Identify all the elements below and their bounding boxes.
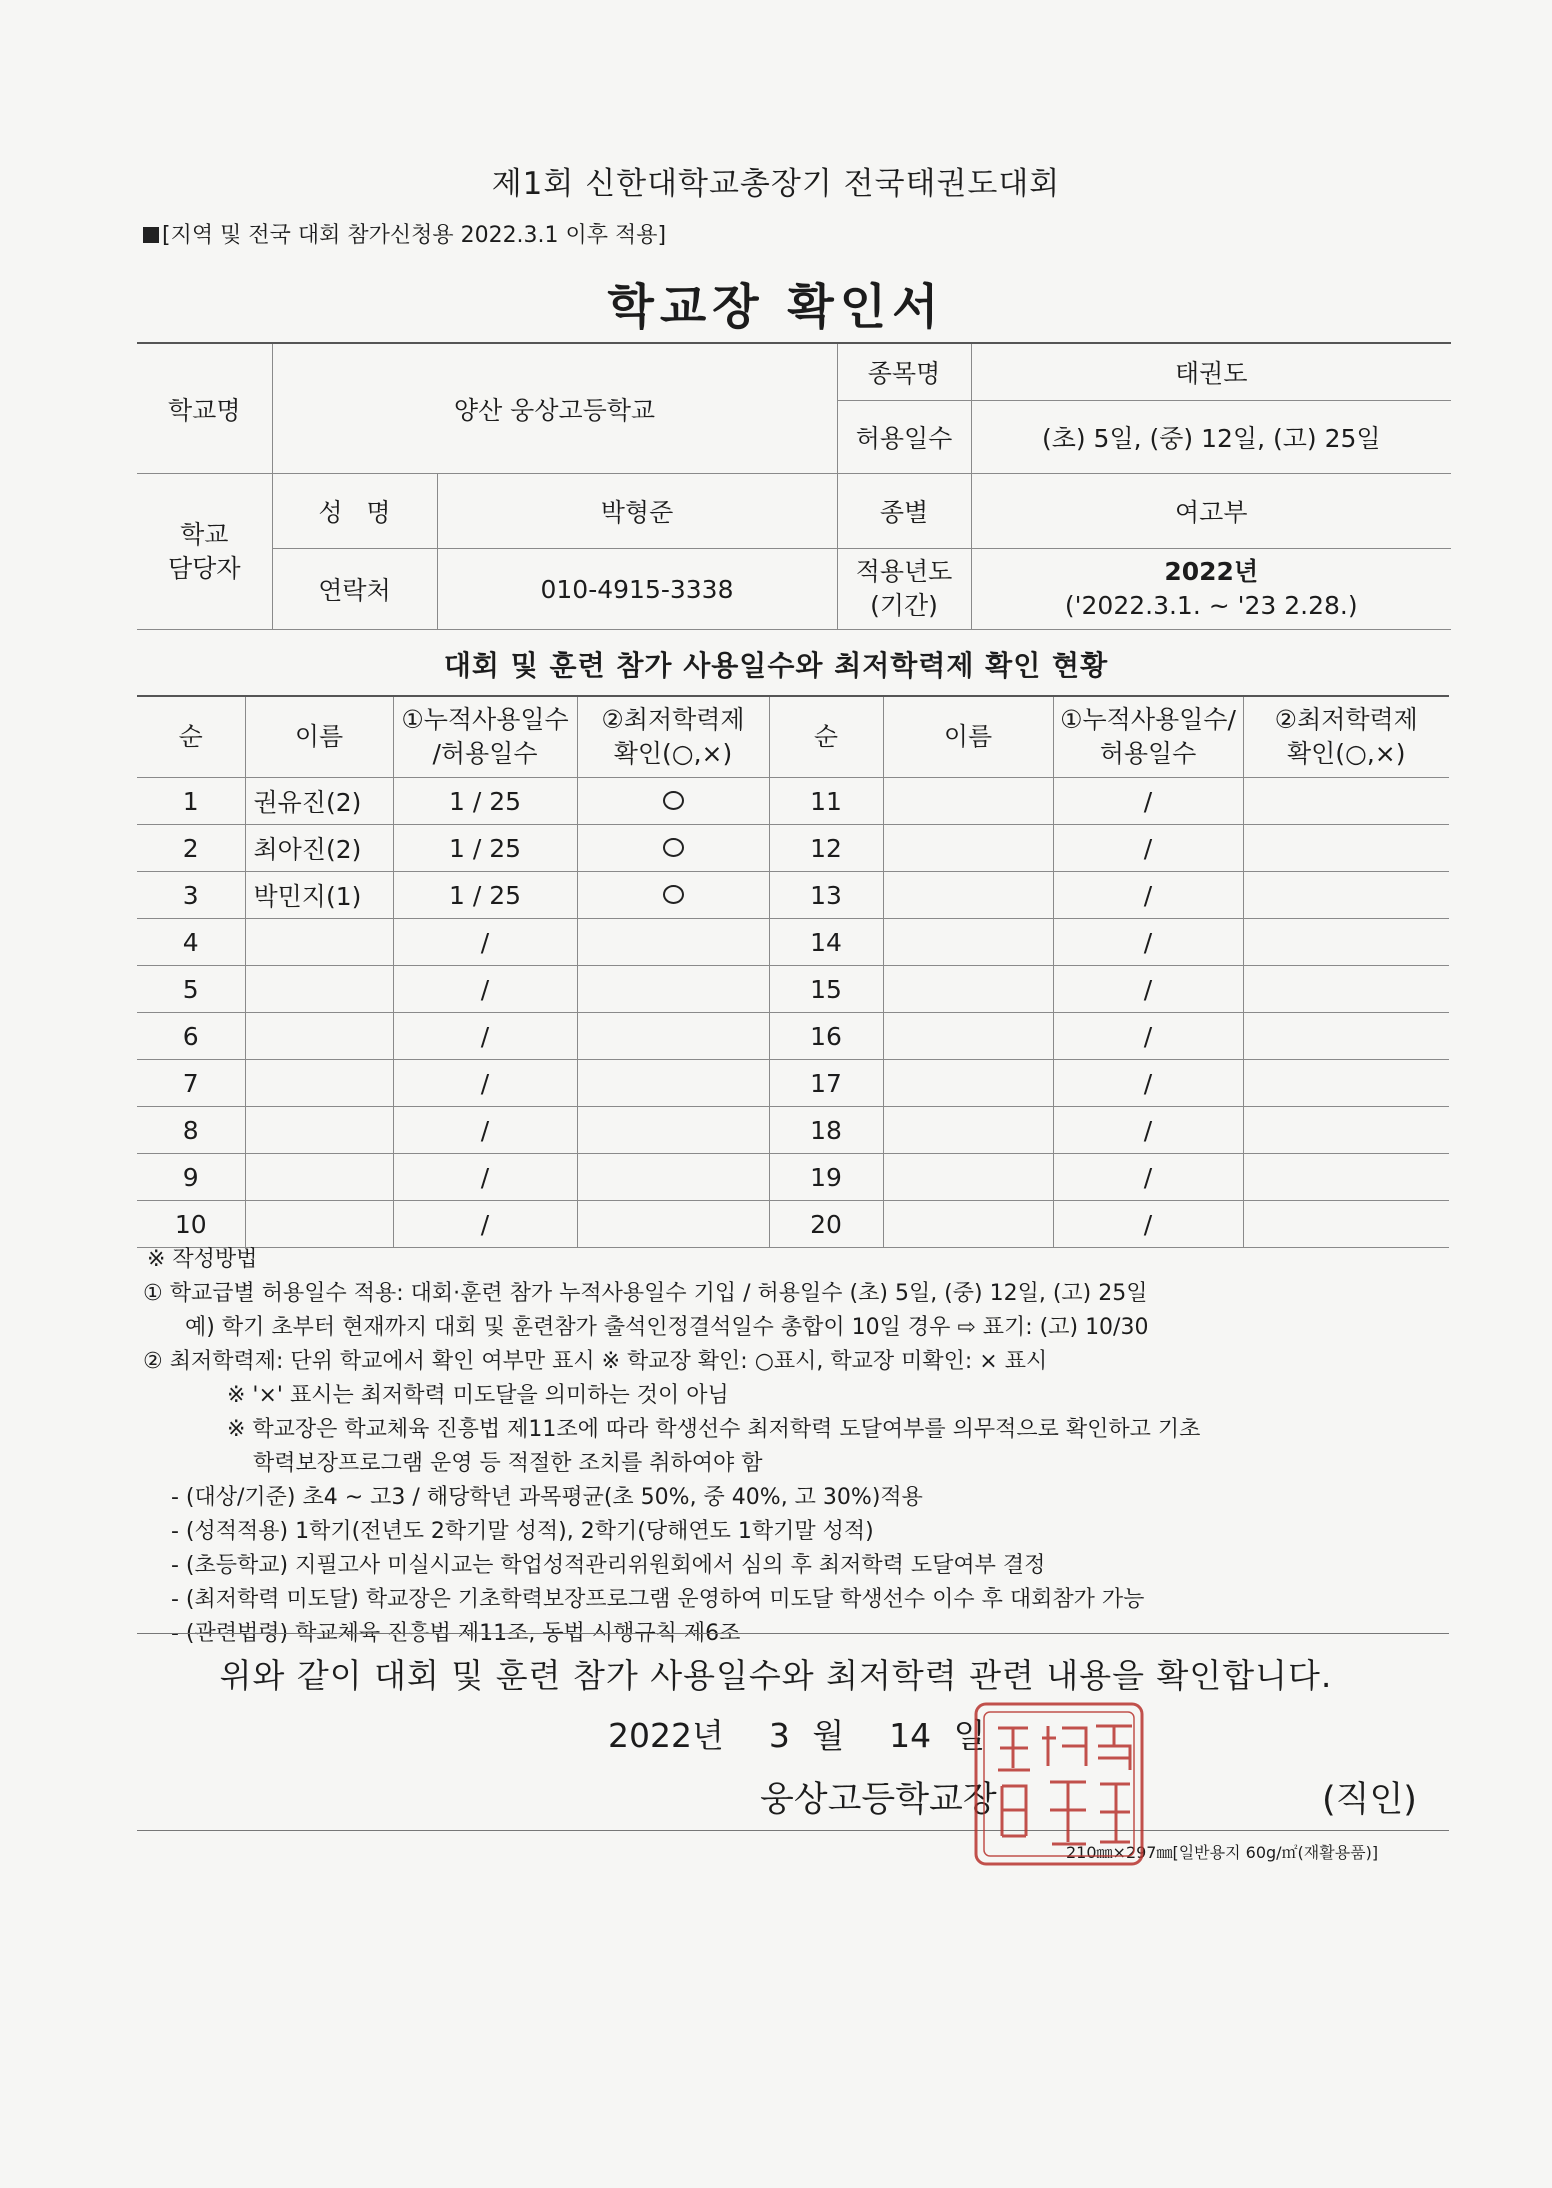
row-days-right: /	[1053, 1060, 1243, 1107]
official-seal-icon	[970, 1698, 1148, 1870]
row-check	[577, 1201, 769, 1248]
row-name-right	[883, 1154, 1053, 1201]
row-check-right	[1243, 1107, 1449, 1154]
row-no: 3	[137, 872, 245, 919]
school-value: 양산 웅상고등학교	[272, 343, 837, 474]
contact-value: 010-4915-3338	[437, 549, 837, 630]
row-days: 1 / 25	[393, 778, 577, 825]
row-name-right	[883, 919, 1053, 966]
row-check	[577, 1060, 769, 1107]
period-label-line2: (기간)	[870, 591, 938, 620]
note-dash-3: - (초등학교) 지필고사 미실시교는 학업성적관리위원회에서 심의 후 최저학력 도달여부 결정	[171, 1553, 1046, 1578]
row-check-right	[1243, 1060, 1449, 1107]
row-days: 1 / 25	[393, 825, 577, 872]
col-check-line1: ②최저학력제	[601, 705, 745, 734]
table-row	[137, 1060, 1449, 1107]
note-2-a: ※ '×' 표시는 최저학력 미도달을 의미하는 것이 아님	[227, 1383, 729, 1408]
row-no: 4	[137, 919, 245, 966]
col-check-right-line1: ②최저학력제	[1274, 705, 1418, 734]
row-days-right: /	[1053, 872, 1243, 919]
principal-name: 웅상고등학교장	[760, 1780, 997, 1820]
allowed-days-label: 허용일수	[837, 401, 971, 474]
note-dash-1: - (대상/기준) 초4 ~ 고3 / 해당학년 과목평균(초 50%, 중 40%, 고 30%)적용	[171, 1485, 923, 1510]
row-name	[245, 1060, 393, 1107]
table-row	[137, 1013, 1449, 1060]
date-line: 2022년 3 월 14 일	[608, 1716, 986, 1755]
division-label: 종별	[837, 474, 971, 549]
col-no: 순	[137, 696, 245, 778]
row-check-right	[1243, 966, 1449, 1013]
note-dash-2: - (성적적용) 1학기(전년도 2학기말 성적), 2학기(당해연도 1학기말 성적)	[171, 1519, 874, 1544]
row-no: 10	[137, 1201, 245, 1248]
period-label	[837, 549, 971, 630]
row-days: /	[393, 1107, 577, 1154]
col-days-right-line1: ①누적사용일수/	[1060, 705, 1236, 734]
divider-bottom	[137, 1830, 1449, 1831]
row-days-right: /	[1053, 1201, 1243, 1248]
school-label: 학교명	[137, 343, 272, 474]
period-value	[971, 549, 1451, 630]
row-days-right: /	[1053, 919, 1243, 966]
roster-header-row	[137, 696, 1449, 778]
manager-label	[137, 474, 272, 630]
row-check	[577, 872, 769, 919]
row-no: 1	[137, 778, 245, 825]
row-check-right	[1243, 1154, 1449, 1201]
table-row	[137, 919, 1449, 966]
row-days: /	[393, 1201, 577, 1248]
col-name: 이름	[245, 696, 393, 778]
row-days-right: /	[1053, 778, 1243, 825]
col-name-right: 이름	[883, 696, 1053, 778]
roster-table	[137, 695, 1449, 1248]
col-days-line2: /허용일수	[432, 739, 538, 768]
row-check-right	[1243, 1201, 1449, 1248]
note-2-b1: ※ 학교장은 학교체육 진흥법 제11조에 따라 학생선수 최저학력 도달여부를 의무적으로 확인하고 기초	[227, 1417, 1201, 1442]
row-check-right	[1243, 919, 1449, 966]
row-check-right	[1243, 778, 1449, 825]
col-no-right: 순	[769, 696, 883, 778]
row-no: 2	[137, 825, 245, 872]
row-no-right: 13	[769, 872, 883, 919]
row-name-right	[883, 1060, 1053, 1107]
paper-spec: 210㎜×297㎜[일반용지 60g/㎡(재활용품)]	[1066, 1843, 1379, 1862]
row-no: 5	[137, 966, 245, 1013]
doc-title: 학교장 확인서	[607, 279, 945, 335]
notice-line	[143, 218, 666, 249]
row-no-right: 17	[769, 1060, 883, 1107]
row-days: /	[393, 919, 577, 966]
table-row	[137, 872, 1449, 919]
section-title: 대회 및 훈련 참가 사용일수와 최저학력제 확인 현황	[443, 649, 1109, 682]
row-check-right	[1243, 872, 1449, 919]
col-days-right-line2: 허용일수	[1099, 739, 1197, 768]
col-days-right	[1053, 696, 1243, 778]
row-check-right	[1243, 1013, 1449, 1060]
sport-value: 태권도	[971, 343, 1451, 401]
row-name	[245, 1013, 393, 1060]
col-check-line2: 확인(○,×)	[613, 739, 733, 768]
manager-label-line2: 담당자	[168, 553, 241, 583]
circle-mark-icon	[663, 838, 684, 857]
allowed-days-value: (초) 5일, (중) 12일, (고) 25일	[971, 401, 1451, 474]
row-name-right	[883, 1013, 1053, 1060]
col-check	[577, 696, 769, 778]
row-check	[577, 1013, 769, 1060]
row-check	[577, 966, 769, 1013]
row-no-right: 15	[769, 966, 883, 1013]
table-row	[137, 1107, 1449, 1154]
row-days-right: /	[1053, 1154, 1243, 1201]
row-name	[245, 919, 393, 966]
row-name	[245, 1107, 393, 1154]
row-no: 7	[137, 1060, 245, 1107]
divider-top	[137, 1633, 1449, 1634]
name-label: 성 명	[272, 474, 437, 549]
row-check-right	[1243, 825, 1449, 872]
circle-mark-icon	[663, 885, 684, 904]
sport-label: 종목명	[837, 343, 971, 401]
row-name: 최아진(2)	[245, 825, 393, 872]
col-days-line1: ①누적사용일수	[401, 705, 569, 734]
notes-heading: ※ 작성방법	[147, 1247, 258, 1272]
circle-mark-icon	[663, 791, 684, 810]
row-days: /	[393, 1013, 577, 1060]
row-days: /	[393, 1060, 577, 1107]
row-name-right	[883, 825, 1053, 872]
row-name-right	[883, 1107, 1053, 1154]
note-2-b2: 학력보장프로그램 운영 등 적절한 조치를 취하여야 함	[253, 1451, 763, 1476]
row-days-right: /	[1053, 1107, 1243, 1154]
table-row	[137, 778, 1449, 825]
manager-label-line1: 학교	[180, 519, 229, 549]
row-name-right	[883, 966, 1053, 1013]
row-name	[245, 966, 393, 1013]
row-check	[577, 919, 769, 966]
row-no-right: 20	[769, 1201, 883, 1248]
info-table	[137, 342, 1451, 630]
period-year: 2022년	[1164, 557, 1259, 586]
writing-notes	[143, 1243, 1453, 1651]
note-1-example: 예) 학기 초부터 현재까지 대회 및 훈련참가 출석인정결석일수 총합이 10일 경우 ⇨ 표기: (고) 10/30	[185, 1315, 1149, 1340]
row-no-right: 12	[769, 825, 883, 872]
table-row	[137, 1201, 1449, 1248]
row-days-right: /	[1053, 825, 1243, 872]
square-bullet-icon	[143, 227, 159, 243]
contact-label: 연락처	[272, 549, 437, 630]
row-check	[577, 825, 769, 872]
row-no-right: 16	[769, 1013, 883, 1060]
row-name	[245, 1201, 393, 1248]
row-name-right	[883, 778, 1053, 825]
col-days	[393, 696, 577, 778]
row-days: 1 / 25	[393, 872, 577, 919]
row-check	[577, 778, 769, 825]
division-value: 여고부	[971, 474, 1451, 549]
note-2: ② 최저학력제: 단위 학교에서 확인 여부만 표시 ※ 학교장 확인: ○표시, 학교장 미확인: × 표시	[143, 1349, 1048, 1374]
row-days-right: /	[1053, 966, 1243, 1013]
seal-label: (직인)	[1322, 1780, 1417, 1820]
row-name: 권유진(2)	[245, 778, 393, 825]
row-name	[245, 1154, 393, 1201]
row-no: 6	[137, 1013, 245, 1060]
row-name: 박민지(1)	[245, 872, 393, 919]
row-no-right: 19	[769, 1154, 883, 1201]
col-check-right-line2: 확인(○,×)	[1286, 739, 1406, 768]
col-check-right	[1243, 696, 1449, 778]
row-no: 9	[137, 1154, 245, 1201]
row-no-right: 14	[769, 919, 883, 966]
event-title: 제1회 신한대학교총장기 전국태권도대회	[491, 166, 1061, 202]
row-name-right	[883, 1201, 1053, 1248]
row-check	[577, 1107, 769, 1154]
period-range: ('2022.3.1. ~ '23 2.28.)	[1064, 591, 1358, 620]
row-no-right: 18	[769, 1107, 883, 1154]
table-row	[137, 966, 1449, 1013]
row-days: /	[393, 1154, 577, 1201]
period-label-line1: 적용년도	[855, 557, 953, 586]
name-value: 박형준	[437, 474, 837, 549]
confirm-sentence: 위와 같이 대회 및 훈련 참가 사용일수와 최저학력 관련 내용을 확인합니다.	[219, 1656, 1333, 1695]
row-check	[577, 1154, 769, 1201]
table-row	[137, 1154, 1449, 1201]
note-dash-4: - (최저학력 미도달) 학교장은 기초학력보장프로그램 운영하여 미도달 학생선수 이수 후 대회참가 가능	[171, 1587, 1145, 1612]
note-dash-5: - (관련법령) 학교체육 진흥법 제11조, 동법 시행규칙 제6조	[171, 1621, 741, 1646]
notice-text: [지역 및 전국 대회 참가신청용 2022.3.1 이후 적용]	[162, 223, 667, 248]
row-days-right: /	[1053, 1013, 1243, 1060]
row-no-right: 11	[769, 778, 883, 825]
note-1: ① 학교급별 허용일수 적용: 대회·훈련 참가 누적사용일수 기입 / 허용일수 (초) 5일, (중) 12일, (고) 25일	[143, 1281, 1148, 1306]
row-name-right	[883, 872, 1053, 919]
table-row	[137, 825, 1449, 872]
row-days: /	[393, 966, 577, 1013]
row-no: 8	[137, 1107, 245, 1154]
